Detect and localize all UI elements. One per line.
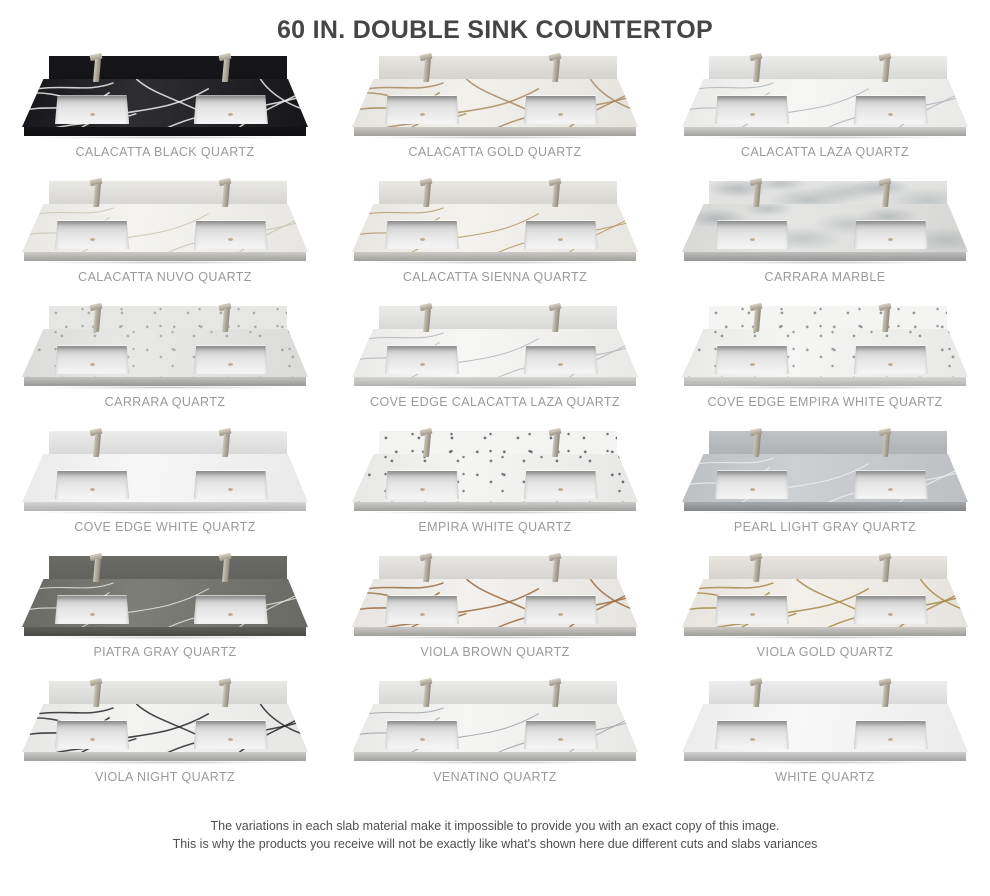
backsplash <box>379 306 616 332</box>
countertop-surface <box>352 579 638 627</box>
backsplash <box>709 181 946 207</box>
countertop-image <box>682 678 968 764</box>
backsplash <box>379 431 616 457</box>
countertop-edge <box>354 752 636 761</box>
drain-icon <box>750 738 755 741</box>
product-card <box>330 299 660 424</box>
countertop-edge <box>24 627 306 636</box>
drain-icon <box>888 363 893 366</box>
sink-basin-left <box>385 220 459 249</box>
countertop-image <box>682 178 968 264</box>
drop-shadow <box>363 136 626 139</box>
sink-basin-left <box>385 95 459 124</box>
drain-icon <box>90 738 95 741</box>
product-card <box>660 174 990 299</box>
backsplash <box>49 306 286 332</box>
product-card <box>660 299 990 424</box>
drop-shadow <box>33 261 296 264</box>
sink-basin-right <box>524 595 598 624</box>
backsplash <box>49 181 286 207</box>
product-label: VIOLA GOLD QUARTZ <box>756 645 894 659</box>
sink-basin-left <box>55 220 129 249</box>
faucet-stem <box>753 559 761 582</box>
product-card <box>660 49 990 174</box>
product-card <box>0 299 330 424</box>
faucet-icon <box>752 180 762 207</box>
drop-shadow <box>363 761 626 764</box>
countertop-image <box>22 178 308 264</box>
countertop-edge <box>684 127 966 136</box>
countertop-image <box>22 53 308 139</box>
drain-icon <box>750 363 755 366</box>
product-label: WHITE QUARTZ <box>775 770 875 784</box>
backsplash <box>49 431 286 457</box>
sink-basin-right <box>524 720 598 749</box>
faucet-icon <box>92 305 102 332</box>
drain-icon <box>888 113 893 116</box>
product-label: CALACATTA SIENNA QUARTZ <box>402 270 588 284</box>
faucet-stem <box>753 59 761 82</box>
product-label: VIOLA NIGHT QUARTZ <box>94 770 236 784</box>
faucet-stem <box>552 559 560 582</box>
product-label: COVE EDGE EMPIRA WHITE QUARTZ <box>707 395 943 409</box>
backsplash <box>49 556 286 582</box>
countertop-edge <box>354 127 636 136</box>
backsplash <box>709 431 946 457</box>
countertop-surface <box>22 204 308 252</box>
faucet-stem <box>552 184 560 207</box>
drop-shadow <box>33 136 296 139</box>
product-card <box>660 674 990 799</box>
faucet-icon <box>752 680 762 707</box>
drain-icon <box>558 363 563 366</box>
faucet-icon <box>551 305 561 332</box>
sink-basin-right <box>194 595 268 624</box>
faucet-icon <box>422 180 432 207</box>
drain-icon <box>750 238 755 241</box>
product-label: CALACATTA BLACK QUARTZ <box>75 145 255 159</box>
sink-basin-left <box>385 720 459 749</box>
faucet-stem <box>552 434 560 457</box>
faucet-icon <box>881 430 891 457</box>
faucet-icon <box>881 180 891 207</box>
faucet-icon <box>221 430 231 457</box>
drop-shadow <box>33 386 296 389</box>
countertop-surface <box>682 79 968 127</box>
drain-icon <box>888 738 893 741</box>
faucet-stem <box>552 59 560 82</box>
sink-basin-right <box>194 95 268 124</box>
countertop-surface <box>22 454 308 502</box>
backsplash <box>379 56 616 82</box>
drain-icon <box>558 613 563 616</box>
product-card <box>0 424 330 549</box>
product-card <box>330 174 660 299</box>
product-label: PIATRA GRAY QUARTZ <box>93 645 237 659</box>
product-label: VIOLA BROWN QUARTZ <box>420 645 570 659</box>
product-card <box>0 549 330 674</box>
countertop-image <box>682 53 968 139</box>
faucet-stem <box>222 309 230 332</box>
drain-icon <box>420 613 425 616</box>
sink-basin-left <box>385 595 459 624</box>
product-label: EMPIRA WHITE QUARTZ <box>418 520 572 534</box>
drop-shadow <box>363 261 626 264</box>
drain-icon <box>90 113 95 116</box>
faucet-icon <box>422 680 432 707</box>
drain-icon <box>750 488 755 491</box>
product-card <box>330 549 660 674</box>
backsplash <box>49 56 286 82</box>
faucet-icon <box>551 55 561 82</box>
sink-basin-left <box>715 720 789 749</box>
countertop-surface <box>682 204 968 252</box>
faucet-icon <box>92 55 102 82</box>
drain-icon <box>420 488 425 491</box>
countertop-surface <box>22 579 308 627</box>
product-label: CARRARA QUARTZ <box>104 395 226 409</box>
countertop-image <box>682 553 968 639</box>
product-card <box>660 549 990 674</box>
countertop-image <box>22 428 308 514</box>
drain-icon <box>558 488 563 491</box>
countertop-image <box>22 303 308 389</box>
product-label: CALACATTA LAZA QUARTZ <box>740 145 910 159</box>
faucet-icon <box>881 680 891 707</box>
faucet-stem <box>222 59 230 82</box>
faucet-icon <box>551 555 561 582</box>
product-label: CALACATTA NUVO QUARTZ <box>78 270 252 284</box>
backsplash <box>709 56 946 82</box>
countertop-image <box>352 428 638 514</box>
faucet-icon <box>422 55 432 82</box>
countertop-edge <box>684 627 966 636</box>
sink-basin-left <box>55 345 129 374</box>
faucet-stem <box>93 59 101 82</box>
drain-icon <box>228 488 233 491</box>
drain-icon <box>228 238 233 241</box>
faucet-stem <box>882 684 890 707</box>
drain-icon <box>558 738 563 741</box>
disclaimer-line-2: This is why the products you receive will not be exactly like what's shown here due different cuts and slabs variances <box>172 837 818 852</box>
drain-icon <box>90 238 95 241</box>
faucet-stem <box>93 184 101 207</box>
faucet-stem <box>222 434 230 457</box>
faucet-stem <box>882 559 890 582</box>
sink-basin-right <box>524 470 598 499</box>
drain-icon <box>228 113 233 116</box>
sink-basin-left <box>715 345 789 374</box>
sink-basin-left <box>715 220 789 249</box>
faucet-icon <box>551 180 561 207</box>
drain-icon <box>90 363 95 366</box>
backsplash <box>709 306 946 332</box>
faucet-icon <box>881 55 891 82</box>
faucet-stem <box>93 309 101 332</box>
drain-icon <box>420 738 425 741</box>
drain-icon <box>420 363 425 366</box>
countertop-edge <box>24 752 306 761</box>
product-grid <box>0 49 990 799</box>
faucet-stem <box>753 184 761 207</box>
faucet-stem <box>222 559 230 582</box>
faucet-icon <box>752 555 762 582</box>
disclaimer-line-1: The variations in each slab material make it impossible to provide you with an exact copy of this image. <box>210 819 780 833</box>
countertop-image <box>352 303 638 389</box>
faucet-icon <box>92 430 102 457</box>
disclaimer <box>0 817 990 853</box>
drain-icon <box>558 238 563 241</box>
countertop-surface <box>352 204 638 252</box>
drain-icon <box>750 113 755 116</box>
countertop-surface <box>22 79 308 127</box>
countertop-edge <box>684 377 966 386</box>
countertop-surface <box>352 329 638 377</box>
drop-shadow <box>693 261 956 264</box>
faucet-stem <box>222 684 230 707</box>
faucet-stem <box>753 684 761 707</box>
product-card <box>0 674 330 799</box>
drop-shadow <box>693 761 956 764</box>
countertop-edge <box>354 502 636 511</box>
countertop-image <box>682 428 968 514</box>
sink-basin-left <box>385 470 459 499</box>
backsplash <box>379 556 616 582</box>
countertop-edge <box>684 752 966 761</box>
sink-basin-left <box>55 470 129 499</box>
drain-icon <box>750 613 755 616</box>
product-card <box>0 49 330 174</box>
drop-shadow <box>693 136 956 139</box>
drain-icon <box>888 238 893 241</box>
faucet-stem <box>882 434 890 457</box>
countertop-edge <box>684 252 966 261</box>
drain-icon <box>420 113 425 116</box>
sink-basin-right <box>194 470 268 499</box>
backsplash <box>379 681 616 707</box>
countertop-edge <box>24 127 306 136</box>
product-label: VENATINO QUARTZ <box>433 770 557 784</box>
sink-basin-right <box>524 345 598 374</box>
faucet-icon <box>221 55 231 82</box>
product-card <box>330 424 660 549</box>
faucet-stem <box>93 434 101 457</box>
countertop-image <box>352 553 638 639</box>
drain-icon <box>420 238 425 241</box>
drop-shadow <box>363 511 626 514</box>
backsplash <box>379 181 616 207</box>
countertop-surface <box>22 704 308 752</box>
drop-shadow <box>693 511 956 514</box>
product-card <box>330 49 660 174</box>
countertop-surface <box>682 329 968 377</box>
faucet-stem <box>93 559 101 582</box>
faucet-stem <box>222 184 230 207</box>
countertop-image <box>22 678 308 764</box>
faucet-stem <box>753 434 761 457</box>
sink-basin-right <box>524 95 598 124</box>
faucet-icon <box>221 305 231 332</box>
drop-shadow <box>33 636 296 639</box>
product-label: PEARL LIGHT GRAY QUARTZ <box>733 520 917 534</box>
faucet-icon <box>422 430 432 457</box>
faucet-icon <box>551 680 561 707</box>
faucet-icon <box>881 555 891 582</box>
countertop-surface <box>682 704 968 752</box>
countertop-image <box>352 53 638 139</box>
product-card <box>660 424 990 549</box>
sink-basin-left <box>55 95 129 124</box>
faucet-icon <box>92 555 102 582</box>
drain-icon <box>228 363 233 366</box>
faucet-stem <box>552 684 560 707</box>
product-card <box>330 674 660 799</box>
drop-shadow <box>693 386 956 389</box>
faucet-stem <box>753 309 761 332</box>
sink-basin-right <box>194 720 268 749</box>
countertop-edge <box>354 377 636 386</box>
faucet-icon <box>752 305 762 332</box>
faucet-stem <box>882 184 890 207</box>
faucet-stem <box>423 559 431 582</box>
faucet-icon <box>221 680 231 707</box>
backsplash <box>709 556 946 582</box>
drop-shadow <box>33 761 296 764</box>
faucet-stem <box>423 309 431 332</box>
faucet-icon <box>221 180 231 207</box>
drain-icon <box>90 488 95 491</box>
drain-icon <box>558 113 563 116</box>
countertop-image <box>22 553 308 639</box>
countertop-edge <box>354 252 636 261</box>
faucet-stem <box>423 684 431 707</box>
countertop-edge <box>684 502 966 511</box>
backsplash <box>49 681 286 707</box>
countertop-surface <box>352 454 638 502</box>
countertop-surface <box>352 79 638 127</box>
drain-icon <box>90 613 95 616</box>
sink-basin-left <box>715 95 789 124</box>
faucet-icon <box>221 555 231 582</box>
sink-basin-right <box>524 220 598 249</box>
drain-icon <box>888 613 893 616</box>
faucet-icon <box>92 680 102 707</box>
sink-basin-right <box>194 345 268 374</box>
countertop-edge <box>24 377 306 386</box>
product-label: COVE EDGE WHITE QUARTZ <box>74 520 256 534</box>
drop-shadow <box>363 386 626 389</box>
product-label: CARRARA MARBLE <box>764 270 886 284</box>
faucet-icon <box>881 305 891 332</box>
faucet-stem <box>423 59 431 82</box>
sink-basin-right <box>854 220 928 249</box>
faucet-stem <box>423 184 431 207</box>
drop-shadow <box>693 636 956 639</box>
faucet-stem <box>882 309 890 332</box>
faucet-icon <box>92 180 102 207</box>
countertop-surface <box>352 704 638 752</box>
faucet-stem <box>423 434 431 457</box>
page-title: 60 IN. DOUBLE SINK COUNTERTOP <box>276 16 714 44</box>
product-label: COVE EDGE CALACATTA LAZA QUARTZ <box>370 395 620 409</box>
faucet-icon <box>752 55 762 82</box>
product-label: CALACATTA GOLD QUARTZ <box>408 145 582 159</box>
countertop-image <box>352 178 638 264</box>
sink-basin-left <box>385 345 459 374</box>
countertop-image <box>682 303 968 389</box>
faucet-stem <box>552 309 560 332</box>
faucet-icon <box>551 430 561 457</box>
sink-basin-right <box>854 470 928 499</box>
countertop-surface <box>682 454 968 502</box>
sink-basin-right <box>854 95 928 124</box>
faucet-icon <box>422 305 432 332</box>
faucet-icon <box>422 555 432 582</box>
sink-basin-right <box>854 720 928 749</box>
drain-icon <box>228 613 233 616</box>
countertop-edge <box>24 252 306 261</box>
sink-basin-left <box>55 595 129 624</box>
sink-basin-left <box>715 470 789 499</box>
sink-basin-left <box>715 595 789 624</box>
faucet-stem <box>882 59 890 82</box>
drain-icon <box>228 738 233 741</box>
product-card <box>0 174 330 299</box>
countertop-surface <box>682 579 968 627</box>
faucet-icon <box>752 430 762 457</box>
sink-basin-right <box>854 595 928 624</box>
countertop-edge <box>24 502 306 511</box>
faucet-stem <box>93 684 101 707</box>
countertop-surface <box>22 329 308 377</box>
drop-shadow <box>363 636 626 639</box>
sink-basin-right <box>854 345 928 374</box>
catalog-page <box>0 16 990 896</box>
backsplash <box>709 681 946 707</box>
sink-basin-left <box>55 720 129 749</box>
sink-basin-right <box>194 220 268 249</box>
drain-icon <box>888 488 893 491</box>
drop-shadow <box>33 511 296 514</box>
countertop-edge <box>354 627 636 636</box>
countertop-image <box>352 678 638 764</box>
